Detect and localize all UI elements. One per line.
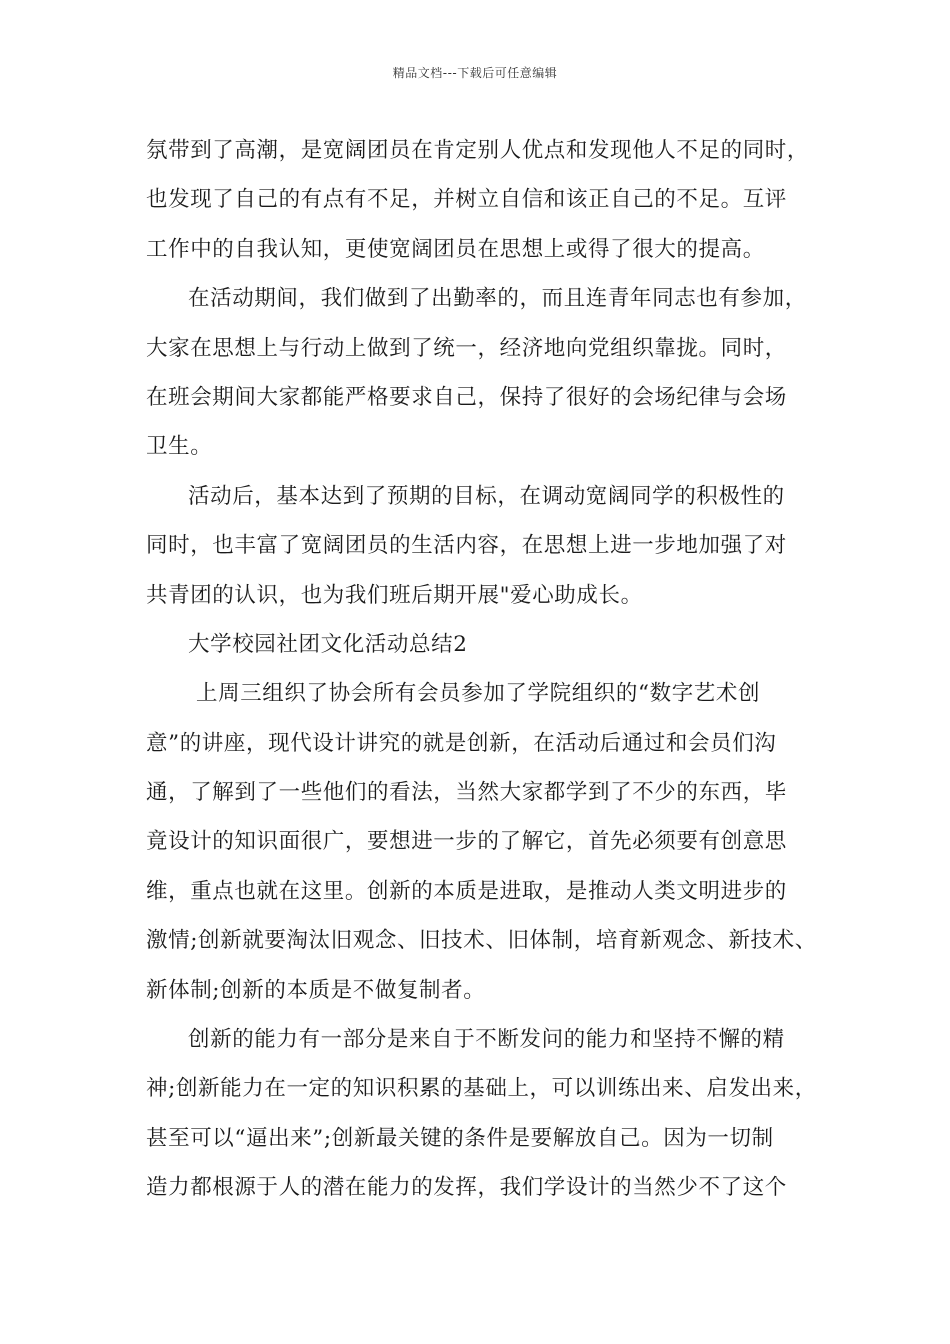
text-line: 同时，也丰富了宽阔团员的生活内容，在思想上进一步地加强了对 (146, 533, 787, 559)
text-line: 意”的讲座，现代设计讲究的就是创新，在活动后通过和会员们沟 (146, 730, 777, 756)
text-line: 工作中的自我认知，更使宽阔团员在思想上或得了很大的提高。 (146, 236, 765, 262)
paragraph-start-line: 活动后，基本达到了预期的目标，在调动宽阔同学的积极性的 (188, 483, 785, 509)
paragraph-start-line: 上周三组织了协会所有会员参加了学院组织的“数字艺术创 (196, 681, 761, 707)
text-line: 竟设计的知识面很广，要想进一步的了解它，首先必须要有创意思 (146, 829, 787, 855)
text-line: 神;创新能力在一定的知识积累的基础上，可以训练出来、启发出来， (146, 1076, 817, 1102)
text-line: 造力都根源于人的潜在能力的发挥，我们学设计的当然少不了这个 (146, 1175, 787, 1201)
text-line: 新体制;创新的本质是不做复制者。 (146, 977, 486, 1003)
text-line: 甚至可以“逼出来”;创新最关键的条件是要解放自己。因为一切制 (146, 1125, 774, 1151)
text-line: 通，了解到了一些他们的看法，当然大家都学到了不少的东西，毕 (146, 780, 787, 806)
text-line: 卫生。 (146, 434, 213, 460)
paragraph-start-line: 创新的能力有一部分是来自于不断发问的能力和坚持不懈的精 (188, 1027, 785, 1053)
text-line: 也发现了自己的有点有不足，并树立自信和该正自己的不足。互评 (146, 187, 787, 213)
section-heading: 大学校园社团文化活动总结2 (188, 631, 468, 657)
text-line: 氛带到了高潮，是宽阔团员在肯定别人优点和发现他人不足的同时， (146, 138, 810, 163)
text-line: 大家在思想上与行动上做到了统一，经济地向党组织靠拢。同时， (146, 335, 787, 361)
page-header: 精品文档---下载后可任意编辑 (392, 66, 558, 80)
document-body (146, 130, 826, 1217)
text-line: 在班会期间大家都能严格要求自己，保持了很好的会场纪律与会场 (146, 384, 787, 410)
paragraph-start-line: 在活动期间，我们做到了出勤率的，而且连青年同志也有参加， (188, 286, 807, 312)
text-line: 维，重点也就在这里。创新的本质是进取，是推动人类文明进步的 (146, 878, 787, 904)
text-line: 激情;创新就要淘汰旧观念、旧技术、旧体制，培育新观念、新技术、 (146, 928, 817, 954)
text-line: 共青团的认识，也为我们班后期开展"爱心助成长。 (146, 582, 643, 608)
